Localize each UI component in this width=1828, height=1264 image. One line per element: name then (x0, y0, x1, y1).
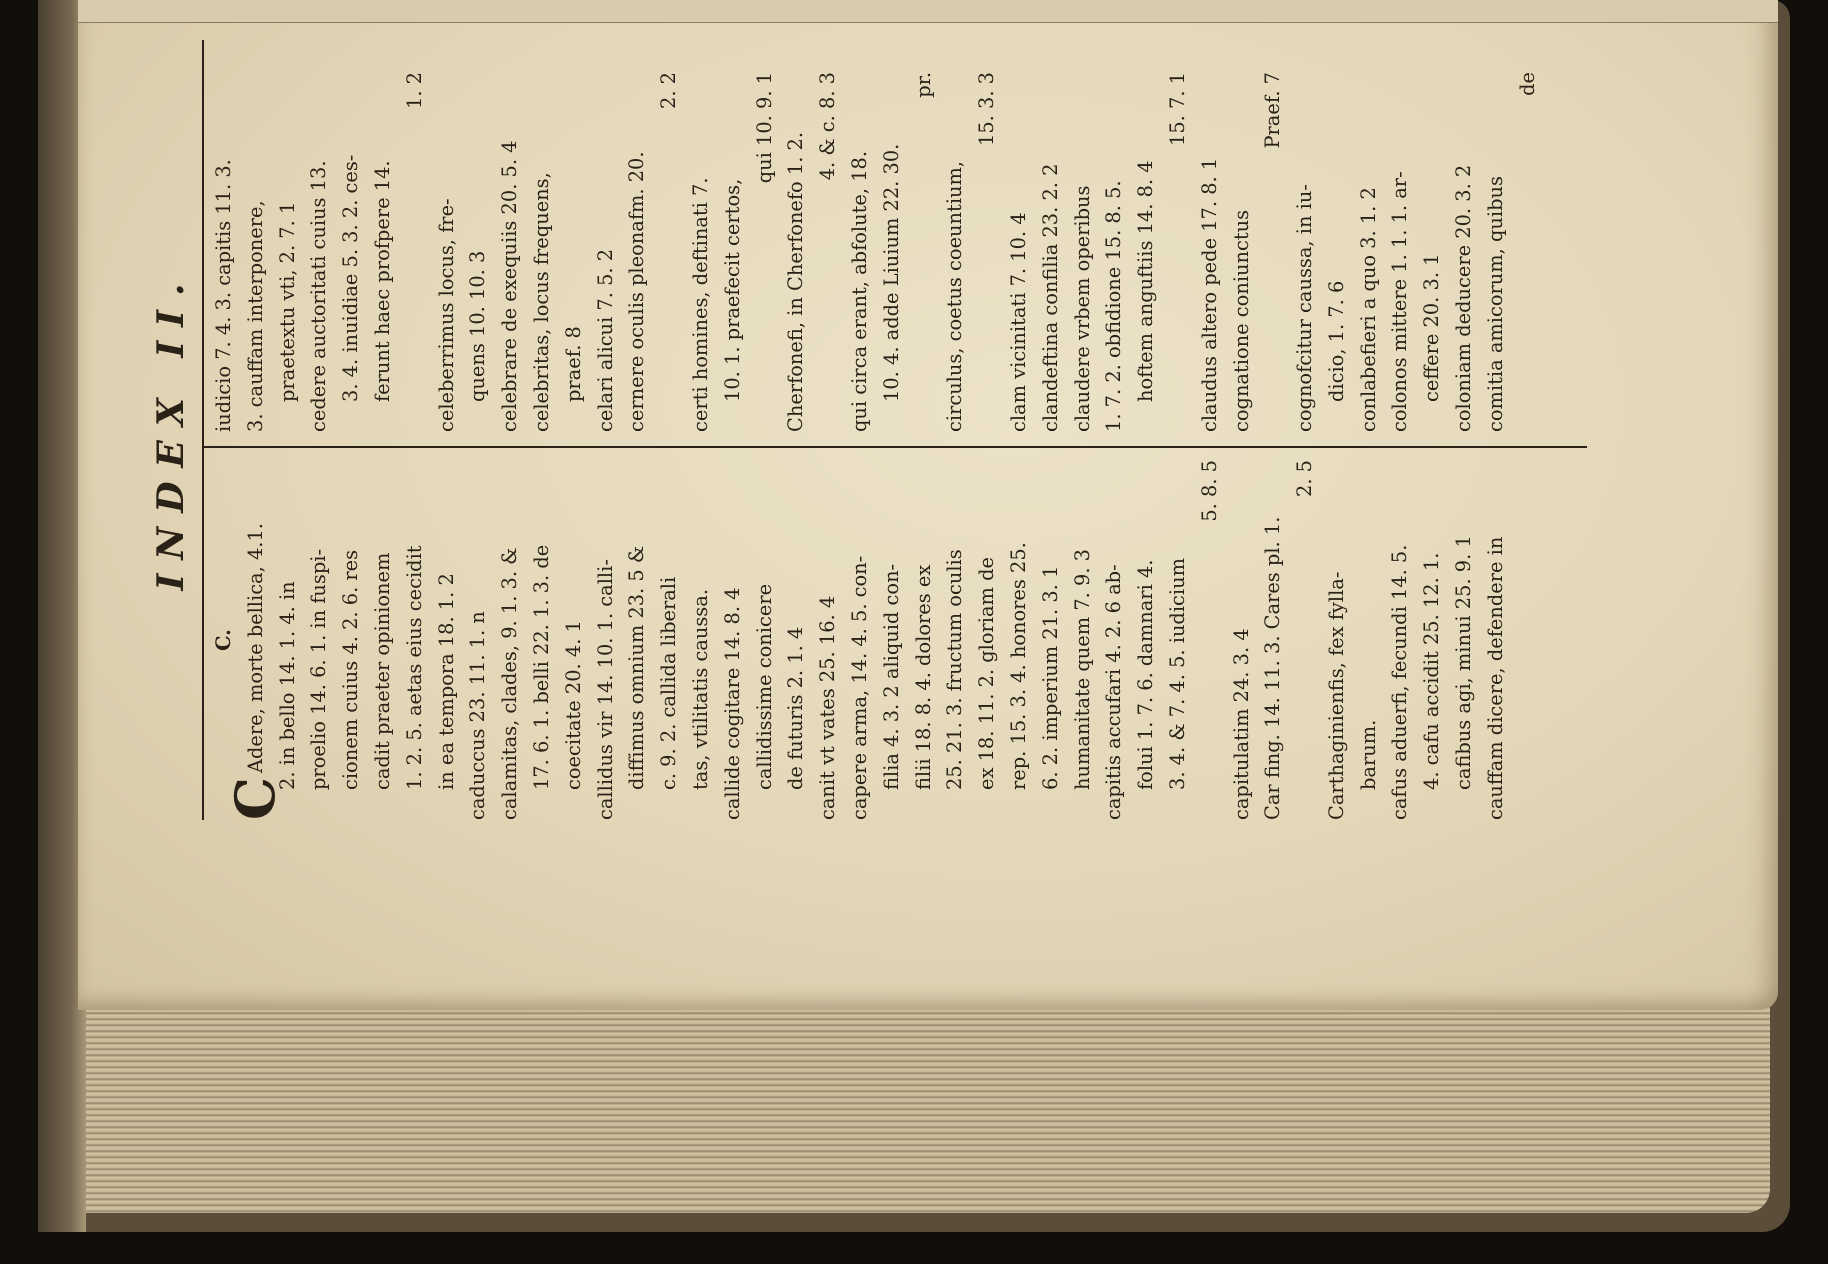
column-divider (202, 446, 1587, 448)
index-entry-line: proelio 14. 6. 1. in fuspi- (307, 548, 331, 790)
index-entry-line: 5. 8. 5 (1197, 460, 1221, 522)
index-column-left (208, 460, 1512, 820)
index-entry-line: celeberrimus locus, fre- (434, 198, 458, 432)
index-entry-line: coecitate 20. 4. 1 (561, 620, 585, 790)
index-entry-line: humanitate quem 7. 9. 3 (1070, 549, 1094, 790)
index-entry-line: 2. in bello 14. 1. 4. in (275, 581, 299, 790)
index-entry-line: comitia amicorum, quibus (1483, 176, 1507, 432)
heading-rule (202, 40, 204, 820)
index-entry-line: 1. 2. 5. aetas eius cecidit (402, 545, 426, 790)
index-entry-line: certi homines, deftinati 7. (688, 177, 712, 432)
index-entry-line: 15. 3. 3 (975, 72, 999, 147)
index-entry-line: cafus aduerfi, fecundi 14. 5. (1388, 544, 1412, 820)
index-entry-line: cernere oculis pleonafm. 20. (625, 151, 649, 432)
index-entry-line: caduccus 23. 11. 1. n (466, 611, 490, 820)
index-entry-line: capitis accufari 4. 2. 6 ab- (1102, 564, 1126, 820)
index-entry-line: claudere vrbem operibus (1070, 185, 1094, 432)
index-entry-text: Adere, morte bellica, 4.1. (243, 523, 267, 774)
index-entry-line: callide cogitare 14. 8. 4 (720, 587, 744, 820)
index-entry-line: celebrare de exequiis 20. 5. 4 (498, 140, 522, 432)
index-entry-line: conlabefieri a quo 3. 1. 2 (1356, 187, 1380, 432)
index-entry-line: 25. 21. 3. fructum oculis (943, 549, 967, 790)
index-entry-line: colonos mittere 1. 1. 1. ar- (1388, 171, 1412, 432)
index-entry-line: cadit praeter opinionem (370, 552, 394, 790)
index-entry-line: 17. 6. 1. belli 22. 1. 3. de (529, 544, 553, 790)
index-entry-line: Cherfonefi, in Cherfonefo 1. 2. (784, 131, 808, 432)
index-entry-line: qui circa erant, abfolute, 18. (847, 150, 871, 432)
index-entry-line: de (1515, 72, 1539, 96)
index-entry-line: dicio, 1. 7. 6 (1324, 280, 1348, 402)
index-entry-line: 3. 4. inuidiae 5. 3. 2. ces- (339, 154, 363, 402)
index-entry-line: pr. (911, 72, 935, 98)
index-entry-line: clam vicinitati 7. 10. 4 (1006, 212, 1030, 432)
index-entry-line: 2. 5 (1293, 460, 1317, 498)
page-heading: INDEX II. (150, 269, 192, 591)
index-entry-line: claudus altero pede 17. 8. 1 (1197, 157, 1221, 432)
index-entry-line: praetextu vti, 2. 7. 1 (275, 201, 299, 402)
index-entry-line: de futuris 2. 1. 4 (784, 626, 808, 790)
index-entry-line: cionem cuius 4. 2. 6. res (339, 549, 363, 790)
index-text-frame (150, 40, 1750, 820)
index-entry-line: cedere auctoritati cuius 13. (307, 160, 331, 432)
index-entry-line: filii 18. 8. 4. dolores ex (911, 564, 935, 790)
index-entry-line: Carthaginienfis, fex fylla- (1324, 571, 1348, 820)
index-entry-line: ferunt haec profpere 14. (370, 160, 394, 402)
index-entry-line: 15. 7. 1 (1165, 72, 1189, 147)
index-entry-line: 1. 2 (402, 72, 426, 110)
index-column-right (208, 72, 1543, 432)
index-entry-line: iudicio 7. 4. 3. capitis 11. 3. (212, 159, 235, 432)
index-entry-line: Car fing. 14. 11. 3. Cares pl. 1. (1261, 516, 1285, 820)
index-entry-line: celari alicui 7. 5. 2 (593, 248, 617, 432)
index-entry-line: celebritas, locus frequens, (529, 172, 553, 432)
index-entry-line: 3. cauffam interponere, (243, 200, 267, 432)
index-entry-line: filia 4. 3. 2 aliquid con- (879, 563, 903, 790)
index-entry-line: cognofcitur caussa, in iu- (1293, 184, 1317, 432)
index-entry-line: ceffere 20. 3. 1 (1420, 253, 1444, 402)
index-entry-line: 10. 1. praefecit certos, (720, 178, 744, 402)
index-entry-line: 1. 7. 2. obfidione 15. 8. 5. (1102, 180, 1126, 432)
index-entry-line: 4. cafu accidit 25. 12. 1. (1420, 552, 1444, 790)
index-entry-line: canit vt vates 25. 16. 4 (816, 595, 840, 820)
index-entry-line: cauffam dicere, defendere in (1483, 536, 1507, 820)
index-entry-line: Praef. 7 (1261, 72, 1285, 149)
index-entry-line: hoftem anguftiis 14. 8. 4 (1134, 160, 1158, 402)
index-entry-line: ex 18. 11. 2. gloriam de (975, 556, 999, 790)
index-entry-line: callidissime conicere (752, 583, 776, 790)
index-entry-line: 4. & c. 8. 3 (816, 72, 840, 181)
index-entry-line: capitulatim 24. 3. 4 (1229, 628, 1253, 820)
index-entry-line: cognatione coniunctus (1229, 209, 1253, 432)
index-entry-line: tas, vtilitatis caussa. (688, 589, 712, 790)
index-entry-line: 2. 2 (657, 72, 681, 110)
index-entry-line: barum. (1356, 719, 1380, 790)
index-entry-line: coloniam deducere 20. 3. 2 (1452, 164, 1476, 432)
index-entry-line: 10. 4. adde Liuium 22. 30. (879, 143, 903, 402)
previous-page-edge (78, 0, 1778, 23)
index-entry-line: 3. 4. & 7. 4. 5. iudicium (1165, 558, 1189, 790)
index-entry-line: rep. 15. 3. 4. honores 25. (1006, 542, 1030, 790)
index-entry-line: c. 9. 2. callida liberali (657, 576, 681, 790)
index-entry-line: circulus, coetus coeuntium, (943, 160, 967, 432)
index-entry-line: cafibus agi, minui 25. 9. 1 (1452, 535, 1476, 790)
index-entry-line: folui 1. 7. 6. damnari 4. (1134, 559, 1158, 790)
index-entry-line: praef. 8 (561, 326, 585, 402)
index-entry-line: 6. 2. imperium 21. 3. 1 (1038, 565, 1062, 790)
index-entry-line: callidus vir 14. 10. 1. calli- (593, 559, 617, 820)
index-entry-line: diffimus omnium 23. 5 & (625, 545, 649, 790)
index-entry-line: calamitas, clades, 9. 1. 3. & (498, 547, 522, 820)
page-edges (70, 985, 1770, 1213)
index-entry-line: qui 10. 9. 1 (752, 72, 776, 184)
index-entry-line: in ea tempora 18. 1. 2 (434, 573, 458, 790)
drop-cap: C (222, 777, 287, 820)
index-entry-line: clandeftina confilia 23. 2. 2 (1038, 163, 1062, 432)
index-entry-line: capere arma, 14. 4. 5. con- (847, 555, 871, 820)
index-entry-line: quens 10. 10. 3 (466, 250, 490, 402)
index-entry-line: C. (212, 629, 235, 651)
